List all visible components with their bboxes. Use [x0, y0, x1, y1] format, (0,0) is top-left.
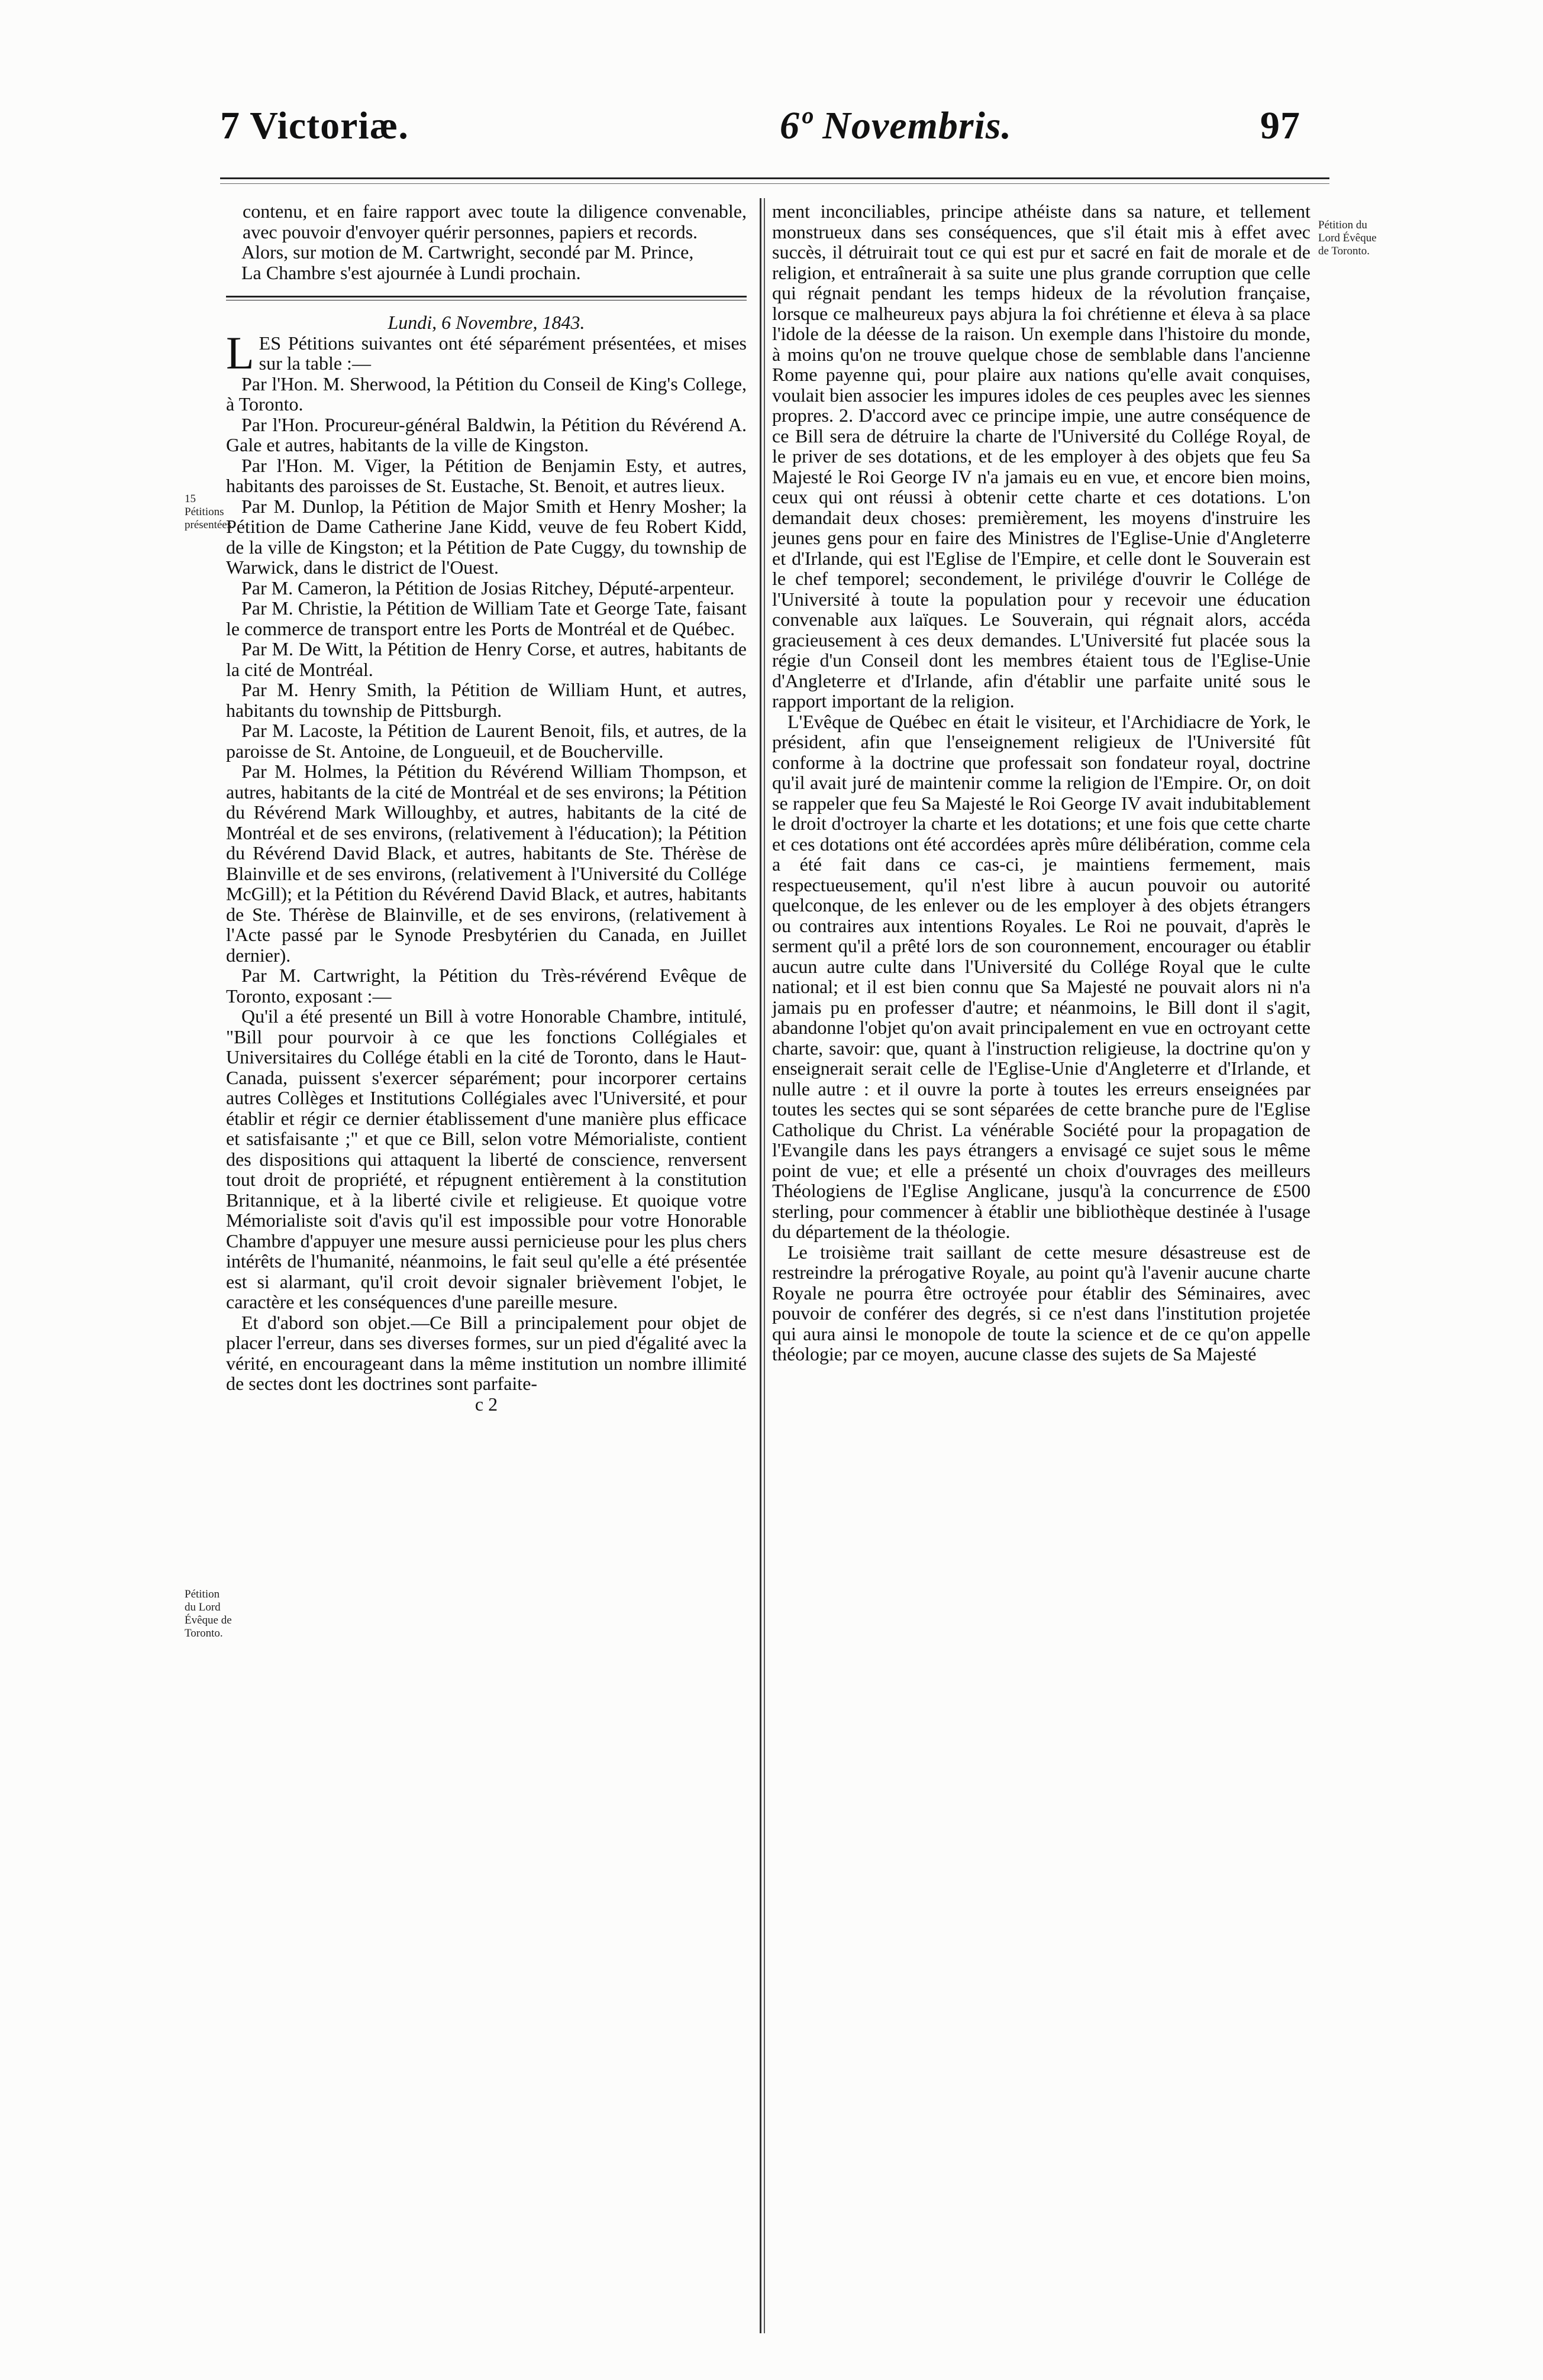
petition-item: Par l'Hon. M. Sherwood, la Pétition du Conseil de King's College, à Toronto. — [226, 373, 747, 415]
petition-item: Par M. Holmes, la Pétition du Révérend William Thompson, et autres, habitants de la cité de Montréal et de ses environs; la Pétition du Révérend Mark Willoughby, et autres, habitants de la cité de Montréal et de ses environs, (relativement à l'éducation); la Pétition du Révérend David Black, et autres, habitants de Ste. Thérèse de Blainville et de ses environs, (relativement à l'Université du Collége McGill); et la Pétition du Révérend David Black, et autres, habitants de Ste. Thérèse de Blainville, et de ses environs, (relativement à l'Acte passé par le Synode Presbytérien du Canada, en Juillet dernier). — [226, 761, 747, 966]
petition-item: Par l'Hon. M. Viger, la Pétition de Benjamin Esty, et autres, habitants des paroisses de St. Eustache, St. Benoit, et autres lieux. — [226, 454, 747, 496]
right-column — [772, 201, 1310, 1364]
petition-item: Par M. Christie, la Pétition de William Tate et George Tate, faisant le commerce de transport entre les Ports de Montréal et de Québec. — [226, 597, 747, 639]
petitions-intro — [226, 326, 747, 379]
petition-item: Par M. Cartwright, la Pétition du Très-révérend Evêque de Toronto, exposant :— — [226, 965, 747, 1007]
memorial-paragraph: Le troisième trait saillant de cette mesure désastreuse est de restreindre la prérogative Royale, au point qu'à l'avenir aucune charte Royale ne pourra être octroyée pour établir des Séminaires, avec pouvoir de conférer des degrés, si ce n'est dans l'institution projetée qui aura ainsi le monopole de toute la science et de ce qu'on appelle théologie; par ce moyen, aucune classe des sujets de Sa Majesté — [772, 1241, 1310, 1364]
motion-text: Alors, sur motion de M. Cartwright, secondé par M. Prince, — [241, 241, 694, 263]
memorial-continuation: ment inconciliables, principe athéiste dans sa nature, et tellement monstrueux dans ses conséquences, que s'il était mis à effet avec succès, il détruirait tout ce qui est pur et sacré en fait de morale et de religion, et entraînerait à sa suite une plus grande corruption que celle qui régnait pendant les temps hideux de la révolution française, lorsque ce malheureux pays abjura la foi chrétienne et éleva à sa place l'idole de la déesse de la raison. Un exemple dans l'histoire du monde, à moins qu'on ne trouve quelque chose de semblable dans l'ancienne Rome payenne qui, pour plaire aux nations qu'elle avait conquises, voulait bien associer les impures idoles de ces peuples avec les siennes propres. 2. D'accord avec ce principe impie, une autre conséquence de ce Bill sera de détruire la charte de l'Université du Collége Royal, de le priver de ses dotations, et de les employer à des objets que feu Sa Majesté le Roi George IV n'a jamais eu en vue, et encore bien moins, ceux qui ont réussi à obtenir cette charte et ces dotations. L'on demandait deux choses: premièrement, les moyens d'instruire les jeunes gens pour en faire des Ministres de l'Eglise-Unie d'Angleterre et d'Irlande, qui est l'Eglise de l'Empire, et celle dont le Souverain est le chef temporel; secondement, le privilége d'ouvrir le Collége de l'Université à toute la population pour y recevoir une éducation convenable aux laïques. Le Souverain, qui régnait alors, accéda gracieusement à ces deux demandes. L'Université fut placée sous la régie d'un Conseil dont les membres étaient tous de l'Eglise-Unie d'Angleterre et d'Irlande, afin d'établir une parfaite unité sous le rapport important de la religion. — [772, 201, 1310, 712]
column-divider-inner — [764, 198, 765, 2333]
petition-item: Par M. Lacoste, la Pétition de Laurent Benoit, fils, et autres, de la paroisse de St. Antoine, de Longueuil, et de Boucherville. — [226, 720, 747, 762]
petitions-intro-text: ES Pétitions suivantes ont été séparément présentées, et mises sur la table :— — [259, 332, 747, 374]
margin-note-petitions: 15 Pétitions présentées. — [185, 493, 234, 531]
date-heading: Lundi, 6 Novembre, 1843. — [388, 312, 585, 333]
adjournment-text: La Chambre s'est ajournée à Lundi prochain. — [241, 261, 581, 283]
page-number: 97 — [1260, 104, 1300, 147]
header-rule — [220, 177, 1329, 179]
margin-note-bishop-right: Pétition du Lord Évêque de Toronto. — [1318, 219, 1377, 257]
drop-cap: L — [226, 326, 254, 379]
signature-mark: c 2 — [474, 1393, 498, 1415]
margin-note-bishop-left: Pétition du Lord Évêque de Toronto. — [185, 1588, 232, 1640]
opening-text: contenu, et en faire rapport avec toute la diligence convenable, avec pouvoir d'envoyer quérir personnes, papiers et records. — [243, 201, 747, 242]
memorial-paragraph: Qu'il a été presenté un Bill à votre Honorable Chambre, intitulé, "Bill pour pourvoir à ce que les fonctions Collégiales et Universitaires du Collége établi en la cité de Toronto, dans le Haut-Canada, puissent s'exercer séparément; pour incorporer certains autres Collèges et Institutions Collégiales avec l'Université, et pour établir et régir ce dernier établissement d'une manière plus efficace et satisfaisante ;" et que ce Bill, selon votre Mémorialiste, contient des dispositions qui attaquent la liberté de conscience, renversent tout droit de propriété, et répugnent entièrement à la constitution Britannique, et à la liberté civile et religieuse. Et quoique votre Mémorialiste soit d'avis qu'il est impossible pour votre Honorable Chambre d'appuyer une mesure aussi pernicieuse pour les plus chers intérêts de l'humanité, néanmoins, le fait seul qu'elle a été présentée est si alarmant, qu'il croit devoir signaler brièvement l'objet, le caractère et les conséquences d'une pareille mesure. — [226, 1005, 747, 1312]
petition-item: Par M. Dunlop, la Pétition de Major Smith et Henry Mosher; la Pétition de Dame Catherine Jane Kidd, veuve de feu Robert Kidd, de la ville de Kingston; et la Pétition de Pate Cuggy, du township de Warwick, dans le district de l'Ouest. — [226, 495, 747, 578]
header-rule-thin — [220, 183, 1329, 184]
left-column — [226, 201, 747, 1414]
column-divider — [760, 198, 761, 2333]
memorial-paragraph: L'Evêque de Québec en était le visiteur, et l'Archidiacre de York, le président, afin que l'enseignement religieux de l'Université fût conforme à la doctrine que professait son fondateur royal, doctrine qu'il avait juré de maintenir comme la religion de l'Empire. Or, on doit se rappeler que feu Sa Majesté le Roi George IV avait indubitablement le droit d'octroyer la charte et les dotations; et une fois que cette charte et ces dotations ont été accordées après mûre délibération, comme cela a été fait dans ce cas-ci, je maintiens fermement, mais respectueusement, qu'il n'est libre à aucun pouvoir ou autorité quelconque, de les enlever ou de les employer à des objets étrangers ou contraires aux intentions Royales. Le Roi ne pouvait, d'après le serment qu'il a prêté lors de son couronnement, encourager ou établir aucun autre culte dans l'Université du Collége Royal que le culte national; et il est bien connu que Sa Majesté ne pouvait alors ni n'a jamais pu en professer d'autre; et néanmoins, le Bill dont il s'agit, abandonne l'objet qu'on avait principalement en vue en octroyant cette charte, savoir: que, quant à l'instruction religieuse, la doctrine qu'on y enseignerait serait celle de l'Eglise-Unie d'Angleterre et d'Irlande, et nulle autre : et il ouvre la porte à toutes les erreurs enseignées par toutes les sectes qui se sont séparées de cette branche pure de l'Eglise Catholique du Christ. La vénérable Société pour la propagation de l'Evangile dans les pays étrangers a envisagé ce sujet sous le même point de vue; et elle a présenté un choix d'ouvrages des meilleurs Théologiens de l'Eglise Anglicane, jusqu'à la concurrence de £500 sterling, pour commencer à établir une bibliothèque destinée à l'usage du département de la théologie. — [772, 710, 1310, 1242]
section-rule — [226, 296, 747, 300]
header-regnal-year: 7 Victoriæ. — [220, 104, 409, 147]
memorial-paragraph: Et d'abord son objet.—Ce Bill a principalement pour objet de placer l'erreur, dans ses diverses formes, sur un pied d'égalité avec la vérité, en encourageant dans la même institution un nombre illimité de sectes dont les doctrines sont parfaite- — [226, 1311, 747, 1394]
petition-item: Par l'Hon. Procureur-général Baldwin, la Pétition du Révérend A. Gale et autres, habitants de la ville de Kingston. — [226, 413, 747, 455]
header-date: 6º Novembris. — [780, 104, 1012, 147]
petition-item: Par M. Cameron, la Pétition de Josias Ritchey, Député-arpenteur. — [241, 577, 735, 599]
petition-item: Par M. Henry Smith, la Pétition de William Hunt, et autres, habitants du township de Pittsburgh. — [226, 679, 747, 721]
petition-item: Par M. De Witt, la Pétition de Henry Corse, et autres, habitants de la cité de Montréal. — [226, 638, 747, 680]
